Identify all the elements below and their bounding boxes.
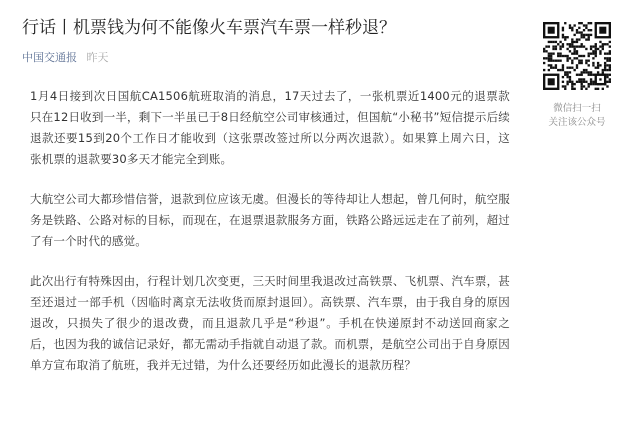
paragraph-3: 此次出行有特殊因由，行程计划几次变更，三天时间里我退改过高铁票、飞机票、汽车票，甚至还退过一部手机（因临时离京无法收货而原封退回）。高铁票、汽车票，由于我自身的原因退改，只损失了很少的退改费，而且退款几乎是“秒退”。手机在快递原封不动送回商家之后，也因为我的诚信记录好，都无需动手指就自动退了款。而机票，是航空公司出于自身原因单方宣布取消了航班，我并无过错，为什么还要经历如此漫长的退款历程？ <box>30 274 510 372</box>
article-title: 行话丨机票钱为何不能像火车票汽车票一样秒退？ <box>22 18 396 38</box>
qr-caption-line-2: 关注该公众号 <box>548 117 606 128</box>
qr-caption-line-1: 微信扫一扫 <box>553 103 601 114</box>
publish-date: 昨天 <box>86 51 109 64</box>
paragraph-2: 大航空公司大都珍惜信誉，退款到位应该无虞。但漫长的等待却让人想起，曾几何时，航空服务是铁路、公路对标的目标，而现在，在退票退款服务方面，铁路公路远远走在了前列，超过了有一个时代的感觉。 <box>30 192 510 248</box>
article-meta <box>22 50 109 66</box>
paragraph-1: 1月4日接到次日国航CA1506航班取消的消息，17天过去了，一张机票近1400元的退票款只在12日收到一半，剩下一半虽已于8日经航空公司审核通过，但国航“小秘书”短信提示后续退款还要15到20个工作日才能收到（这张票改签过所以分两次退款）。如果算上周六日，这张机票的退款要30多天才能完全到账。 <box>30 89 510 166</box>
follow-qr-panel <box>531 22 623 130</box>
article-body <box>30 86 510 395</box>
qr-code-icon[interactable] <box>543 22 611 90</box>
qr-caption <box>531 102 623 130</box>
account-name-link[interactable]: 中国交通报 <box>22 51 77 64</box>
